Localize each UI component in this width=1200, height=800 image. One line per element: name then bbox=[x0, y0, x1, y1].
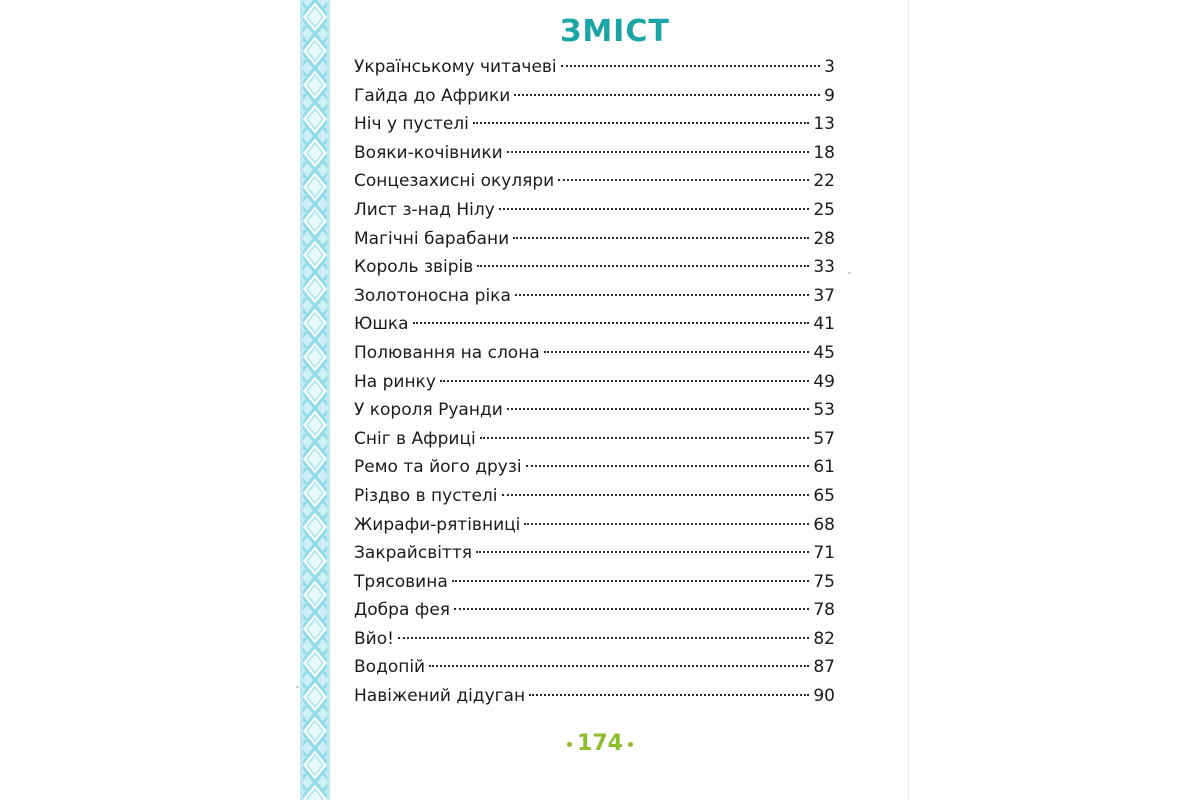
dot-leader bbox=[398, 637, 809, 639]
toc-entry-page: 68 bbox=[813, 514, 835, 535]
toc-entry[interactable] bbox=[354, 511, 835, 540]
toc-entry[interactable] bbox=[354, 539, 835, 568]
toc-entry[interactable] bbox=[354, 568, 835, 597]
toc-entry-title: Юшка bbox=[354, 314, 409, 335]
dot-leader bbox=[507, 151, 810, 153]
page-title: ЗМІСТ bbox=[560, 14, 670, 49]
toc-entry-page: 13 bbox=[813, 114, 835, 135]
toc-entry-title: Лист з-над Нілу bbox=[354, 199, 495, 220]
dot-leader bbox=[454, 608, 809, 610]
dot-leader bbox=[502, 494, 810, 496]
toc-entry[interactable] bbox=[354, 596, 835, 625]
dot-leader bbox=[514, 94, 820, 96]
toc-entry-page: 22 bbox=[813, 171, 835, 192]
toc-entry-title: Сонцезахисні окуляри bbox=[354, 171, 555, 192]
toc-entry-title: Різдво в пустелі bbox=[354, 485, 498, 506]
page-edge bbox=[908, 0, 909, 800]
toc-entry-page: 78 bbox=[813, 600, 835, 621]
toc-entry-title: Ремо та його друзі bbox=[354, 457, 522, 478]
toc-entry[interactable] bbox=[354, 682, 835, 711]
toc-entry-title: Водопій bbox=[354, 657, 426, 678]
toc-entry-page: 37 bbox=[813, 285, 835, 306]
dot-leader bbox=[476, 551, 809, 553]
toc-entry-page: 49 bbox=[813, 371, 835, 392]
toc-entry-page: 90 bbox=[813, 686, 835, 707]
dot-leader bbox=[513, 237, 809, 239]
toc-entry-page: 45 bbox=[813, 342, 835, 363]
toc-entry[interactable] bbox=[354, 368, 835, 397]
toc-entry-title: Золотоносна ріка bbox=[354, 285, 511, 306]
toc-entry[interactable] bbox=[354, 625, 835, 654]
dot-leader bbox=[413, 322, 810, 324]
toc-entry-title: Навіжений дідуган bbox=[354, 686, 526, 707]
toc-entry-title: Вйо! bbox=[354, 628, 394, 649]
dot-leader bbox=[529, 694, 809, 696]
table-of-contents bbox=[354, 53, 835, 711]
toc-entry-page: 75 bbox=[813, 571, 835, 592]
toc-entry-page: 53 bbox=[813, 400, 835, 421]
toc-entry-page: 28 bbox=[813, 228, 835, 249]
toc-entry-title: Українському читачеві bbox=[354, 57, 557, 77]
dot-leader bbox=[561, 65, 821, 67]
dot-leader bbox=[480, 437, 810, 439]
paper-speck bbox=[296, 686, 299, 688]
toc-entry[interactable] bbox=[354, 253, 835, 282]
toc-entry[interactable] bbox=[354, 53, 835, 82]
toc-entry-title: Закрайсвіття bbox=[354, 543, 472, 564]
toc-entry-page: 71 bbox=[813, 543, 835, 564]
toc-entry-title: Магічні барабани bbox=[354, 228, 510, 249]
toc-entry-title: Жирафи-рятівниці bbox=[354, 514, 521, 535]
dot-leader bbox=[515, 294, 809, 296]
toc-entry-title: Трясовина bbox=[354, 571, 448, 592]
toc-entry-title: На ринку bbox=[354, 371, 436, 392]
toc-entry[interactable] bbox=[354, 110, 835, 139]
toc-entry[interactable] bbox=[354, 396, 835, 425]
dot-leader bbox=[477, 265, 809, 267]
toc-entry-title: Король звірів bbox=[354, 257, 474, 278]
toc-entry[interactable] bbox=[354, 282, 835, 311]
dot-leader bbox=[524, 523, 809, 525]
toc-entry-page: 61 bbox=[813, 457, 835, 478]
toc-entry[interactable] bbox=[354, 82, 835, 111]
toc-entry[interactable] bbox=[354, 310, 835, 339]
toc-entry-page: 3 bbox=[824, 57, 835, 77]
toc-entry[interactable] bbox=[354, 139, 835, 168]
dot-leader bbox=[526, 465, 810, 467]
toc-entry-page: 25 bbox=[813, 199, 835, 220]
toc-entry-title: Вояки-кочівники bbox=[354, 142, 503, 163]
toc-entry-page: 57 bbox=[813, 428, 835, 449]
dot-leader bbox=[452, 580, 810, 582]
diamond-lattice-border-icon bbox=[300, 0, 330, 800]
toc-entry[interactable] bbox=[354, 339, 835, 368]
toc-entry[interactable] bbox=[354, 196, 835, 225]
toc-entry-page: 87 bbox=[813, 657, 835, 678]
dot-leader bbox=[499, 208, 810, 210]
toc-entry-page: 65 bbox=[813, 485, 835, 506]
toc-entry-title: Добра фея bbox=[354, 600, 450, 621]
toc-entry-page: 9 bbox=[824, 85, 835, 106]
page-number-footer bbox=[560, 730, 640, 758]
dot-ornament-icon bbox=[567, 742, 572, 747]
dot-leader bbox=[507, 408, 810, 410]
toc-entry[interactable] bbox=[354, 653, 835, 682]
toc-entry-title: У короля Руанди bbox=[354, 400, 503, 421]
toc-entry-title: Сніг в Африці bbox=[354, 428, 476, 449]
toc-entry[interactable] bbox=[354, 167, 835, 196]
dot-leader bbox=[440, 380, 809, 382]
toc-entry-title: Ніч у пустелі bbox=[354, 114, 469, 135]
toc-entry[interactable] bbox=[354, 425, 835, 454]
toc-entry[interactable] bbox=[354, 225, 835, 254]
dot-leader bbox=[473, 122, 809, 124]
dot-ornament-icon bbox=[628, 742, 633, 747]
dot-leader bbox=[544, 351, 810, 353]
paper-speck bbox=[848, 272, 851, 274]
toc-entry-page: 18 bbox=[813, 142, 835, 163]
toc-entry[interactable] bbox=[354, 453, 835, 482]
page-number: 174 bbox=[577, 731, 623, 756]
toc-entry-page: 33 bbox=[813, 257, 835, 278]
toc-entry-page: 41 bbox=[813, 314, 835, 335]
dot-leader bbox=[429, 665, 809, 667]
toc-entry-page: 82 bbox=[813, 628, 835, 649]
toc-entry-title: Гайда до Африки bbox=[354, 85, 511, 106]
toc-entry[interactable] bbox=[354, 482, 835, 511]
dot-leader bbox=[558, 179, 809, 181]
toc-entry-title: Полювання на слона bbox=[354, 342, 540, 363]
